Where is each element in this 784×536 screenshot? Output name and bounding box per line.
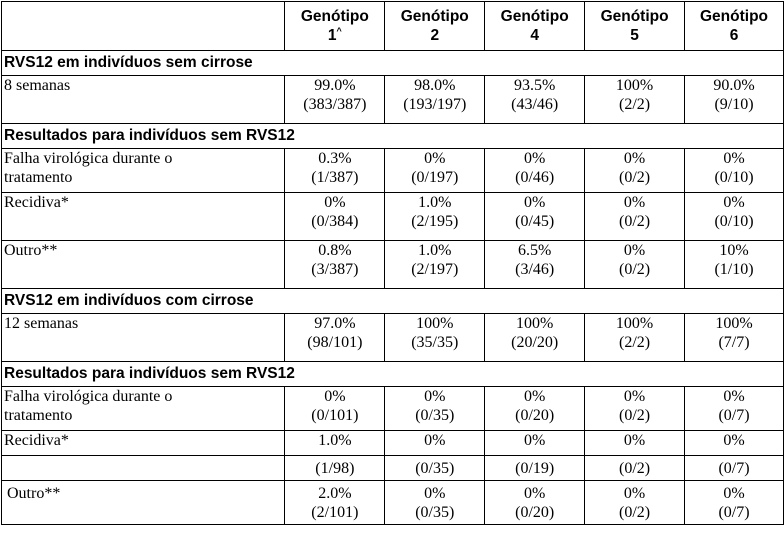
footnote-marker: ^ — [336, 26, 342, 36]
table-row — [2, 193, 784, 241]
value-cell: 90.0% (9/10) — [685, 76, 784, 124]
section-row — [2, 51, 784, 76]
value-cell: 0% (0/10) — [685, 193, 784, 241]
value-cell: 100% (2/2) — [585, 76, 685, 124]
value-cell: 0% (0/7) — [685, 387, 784, 431]
row-label: 8 semanas — [2, 76, 285, 124]
results-table — [1, 1, 784, 525]
header-genotype-4: Genótipo 4 — [485, 2, 585, 51]
value-cell: 0% (0/35) — [385, 481, 485, 525]
value-cell: 0.8% (3/387) — [285, 241, 385, 289]
value-cell: 0% (0/10) — [685, 149, 784, 193]
table-row — [2, 456, 784, 481]
row-label: Outro** — [2, 241, 285, 289]
value-cell: 100% (2/2) — [585, 314, 685, 362]
header-genotype-2: Genótipo 2 — [385, 2, 485, 51]
value-cell: 0% (0/384) — [285, 193, 385, 241]
header-empty-cell — [2, 2, 285, 51]
value-cell: 0% (0/101) — [285, 387, 385, 431]
table-row — [2, 387, 784, 431]
row-label-empty — [2, 456, 285, 481]
value-cell: 0% (0/2) — [585, 241, 685, 289]
value-cell: 0% (0/2) — [585, 481, 685, 525]
value-cell: 0% — [685, 431, 784, 456]
row-label: 12 semanas — [2, 314, 285, 362]
value-cell: (1/98) — [285, 456, 385, 481]
value-cell: 0% (0/46) — [485, 149, 585, 193]
value-cell: 0% (0/2) — [585, 193, 685, 241]
value-cell: 0% — [485, 431, 585, 456]
section-title-results-no-svr: Resultados para indivíduos sem RVS12 — [2, 124, 784, 149]
value-cell: 100% (35/35) — [385, 314, 485, 362]
value-cell: 1.0% (2/195) — [385, 193, 485, 241]
table-row — [2, 431, 784, 456]
value-cell: 0% (0/45) — [485, 193, 585, 241]
value-cell: (0/35) — [385, 456, 485, 481]
value-cell: 0% (0/35) — [385, 387, 485, 431]
table-row — [2, 241, 784, 289]
value-cell: 0% — [585, 431, 685, 456]
row-label: Recidiva* — [2, 431, 285, 456]
table-row — [2, 76, 784, 124]
section-title-no-cirrhosis: RVS12 em indivíduos sem cirrose — [2, 51, 784, 76]
value-cell: 0% — [385, 431, 485, 456]
value-cell: 93.5% (43/46) — [485, 76, 585, 124]
row-label: Falha virológica durante o tratamento — [2, 387, 285, 431]
value-cell: 100% (20/20) — [485, 314, 585, 362]
table-row — [2, 314, 784, 362]
value-cell: 98.0% (193/197) — [385, 76, 485, 124]
value-cell: 1.0% — [285, 431, 385, 456]
row-label: Outro** — [2, 481, 285, 525]
value-cell: 0.3% (1/387) — [285, 149, 385, 193]
value-cell: 6.5% (3/46) — [485, 241, 585, 289]
value-cell: 0% (0/197) — [385, 149, 485, 193]
header-genotype-1: Genótipo 1^ — [285, 2, 385, 51]
section-row — [2, 124, 784, 149]
value-cell: 99.0% (383/387) — [285, 76, 385, 124]
value-cell: 0% (0/2) — [585, 387, 685, 431]
header-genotype-6: Genótipo 6 — [685, 2, 784, 51]
value-cell: 97.0% (98/101) — [285, 314, 385, 362]
value-cell: (0/7) — [685, 456, 784, 481]
value-cell: 10% (1/10) — [685, 241, 784, 289]
row-label: Falha virológica durante o tratamento — [2, 149, 285, 193]
value-cell: (0/19) — [485, 456, 585, 481]
table-row — [2, 481, 784, 525]
section-row — [2, 289, 784, 314]
value-cell: 100% (7/7) — [685, 314, 784, 362]
value-cell: 1.0% (2/197) — [385, 241, 485, 289]
section-title-with-cirrhosis: RVS12 em indivíduos com cirrose — [2, 289, 784, 314]
value-cell: 0% (0/7) — [685, 481, 784, 525]
section-title-results-no-svr-cirrhosis: Resultados para indivíduos sem RVS12 — [2, 362, 784, 387]
value-cell: (0/2) — [585, 456, 685, 481]
value-cell: 0% (0/20) — [485, 481, 585, 525]
value-cell: 0% (0/2) — [585, 149, 685, 193]
header-row — [2, 2, 784, 51]
section-row — [2, 362, 784, 387]
value-cell: 0% (0/20) — [485, 387, 585, 431]
row-label: Recidiva* — [2, 193, 285, 241]
value-cell: 2.0% (2/101) — [285, 481, 385, 525]
table-row — [2, 149, 784, 193]
header-genotype-5: Genótipo 5 — [585, 2, 685, 51]
